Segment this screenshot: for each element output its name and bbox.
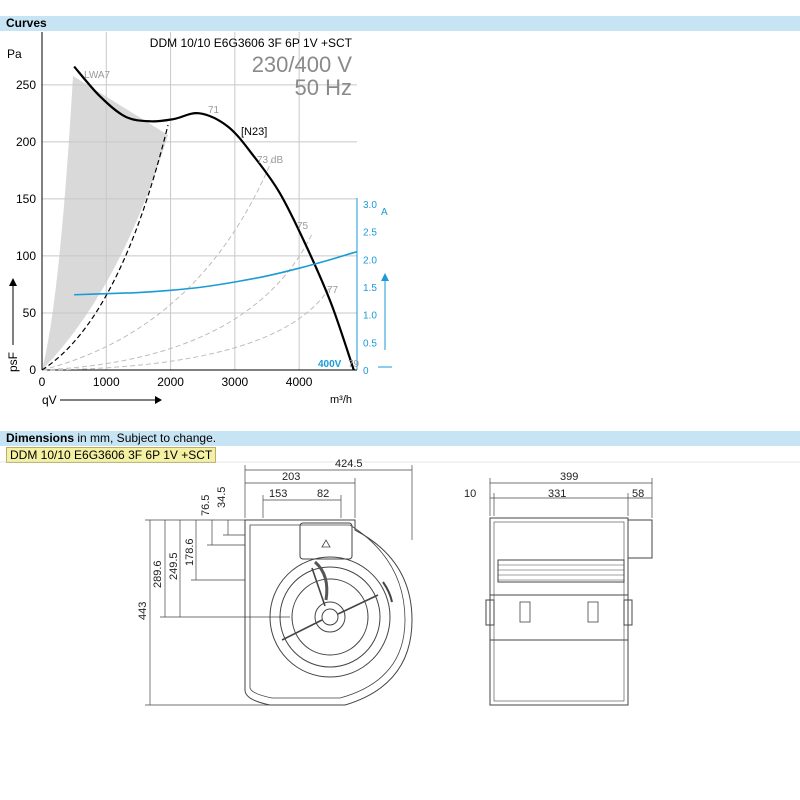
dimensions-note: in mm, Subject to change. [74, 431, 217, 445]
noise-lwa-label: LWA7 [84, 70, 111, 81]
x-tick-label: 2000 [157, 375, 184, 389]
dim-front-153: 153 [269, 488, 288, 500]
dim-front-289-6: 289.6 [152, 560, 164, 588]
dim-side-58: 58 [632, 488, 645, 500]
chart-model-title: DDM 10/10 E6G3606 3F 6P 1V +SCT [149, 36, 352, 50]
dim-front-width: 424.5 [335, 458, 363, 470]
y-tick-label: 200 [15, 134, 36, 149]
y-tick-label: 50 [22, 305, 36, 320]
y-tick-label: 250 [15, 77, 36, 92]
x-axis-label: qV [42, 393, 57, 407]
noise-label-77: 77 [327, 285, 339, 296]
dim-side-331: 331 [548, 488, 567, 500]
y-tick-label: 150 [15, 191, 36, 206]
curves-title: Curves [6, 16, 47, 30]
y2-tick-label: 1.5 [363, 283, 377, 294]
frequency-label: 50 Hz [294, 75, 352, 100]
front-view-drawing [245, 520, 412, 705]
side-view-drawing [486, 518, 652, 705]
y-axis-label: psF [6, 351, 20, 372]
model-tag: DDM 10/10 E6G3606 3F 6P 1V +SCT [6, 447, 216, 463]
noise-label-75: 75 [297, 221, 309, 232]
x-tick-label: 3000 [221, 375, 249, 389]
y2-tick-label: 2.5 [363, 227, 377, 239]
y2-tick-label: 3.0 [363, 200, 377, 211]
y-tick-label: 0 [29, 363, 36, 377]
noise-label-79: 79 [348, 359, 360, 370]
x-tick-label: 0 [38, 375, 46, 389]
dim-front-203: 203 [282, 471, 301, 483]
y-axis-unit: Pa [7, 47, 22, 61]
dim-front-height: 443 [137, 601, 149, 620]
x-axis-unit: m³/h [330, 394, 352, 406]
operating-region [42, 76, 168, 370]
y2-axis-unit: A [381, 207, 388, 218]
x-tick-label: 1000 [92, 375, 120, 389]
dim-front-249-5: 249.5 [168, 552, 180, 580]
dim-side-width: 399 [560, 471, 579, 483]
voltage-label: 230/400 V [251, 52, 352, 77]
noise-label-73: 73 dB [257, 155, 284, 166]
x-tick-label: 4000 [285, 375, 313, 389]
dim-front-76-5: 76.5 [200, 494, 212, 516]
dim-side-10: 10 [464, 488, 477, 500]
front-view-dimensions [145, 465, 412, 705]
side-view-dimensions [490, 478, 652, 518]
y2-tick-label: 0 [363, 366, 369, 377]
y-tick-label: 100 [15, 248, 36, 263]
y2-tick-label: 0.5 [363, 338, 377, 350]
y2-tick-label: 1.0 [363, 310, 377, 322]
voltage-tag: 400V [318, 359, 342, 370]
noise-label-71: 71 [208, 105, 220, 116]
performance-chart [6, 32, 392, 407]
dim-front-82: 82 [317, 488, 330, 500]
dim-front-34-5: 34.5 [216, 486, 228, 508]
curve-tag: [N23] [241, 126, 268, 138]
y2-tick-label: 2.0 [363, 255, 377, 267]
dim-front-178-6: 178.6 [184, 538, 196, 566]
dimensions-title: Dimensions [6, 431, 75, 445]
